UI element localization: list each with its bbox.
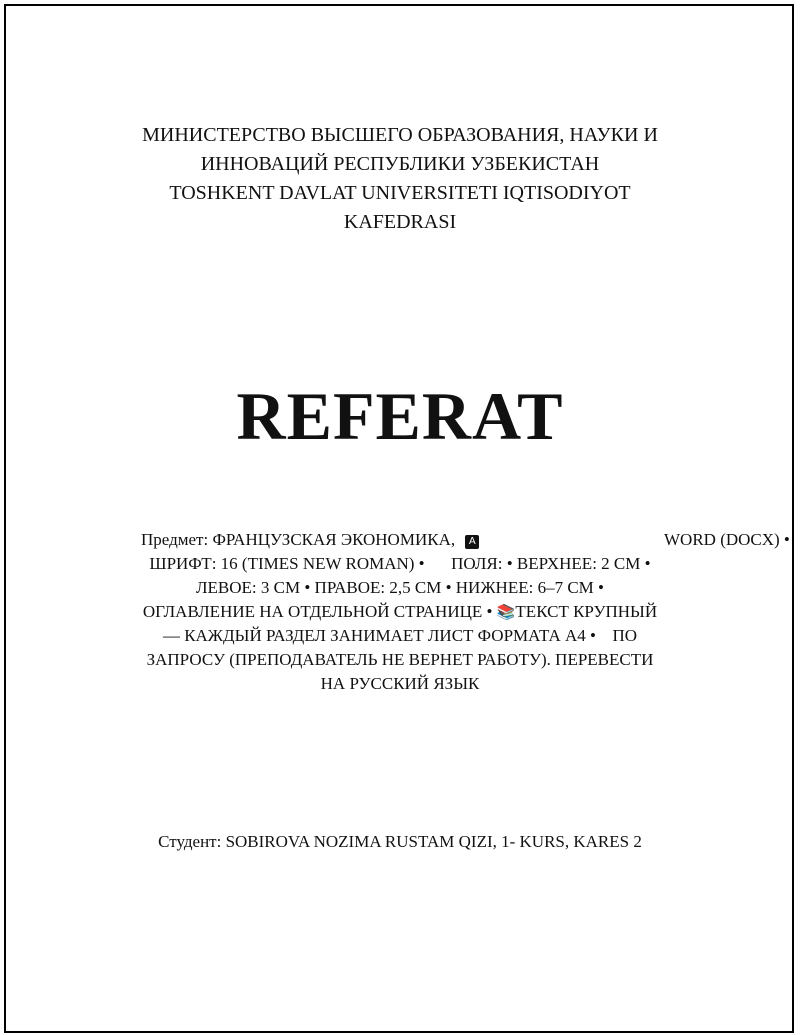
subject-text <box>141 528 479 552</box>
request-line <box>0 648 800 672</box>
margins-line <box>0 576 800 600</box>
letter-a-icon: A <box>465 535 479 549</box>
header-line: МИНИСТЕРСТВО ВЫСШЕГО ОБРАЗОВАНИЯ, НАУКИ И <box>142 124 658 146</box>
section-tail: ПО <box>612 626 638 645</box>
student-name: SOBIROVA NOZIMA RUSTAM QIZI, 1- KURS, KARES 2 <box>225 832 642 851</box>
document-title: REFERAT <box>236 378 564 454</box>
subject-value: ФРАНЦУЗСКАЯ ЭКОНОМИКА, <box>212 530 456 549</box>
header-line: KAFEDRASI <box>343 211 457 233</box>
section-line <box>0 624 800 648</box>
format-text: WORD (DOCX) • <box>664 530 790 549</box>
header-line: ИННОВАЦИЙ РЕСПУБЛИКИ УЗБЕКИСТАН <box>200 153 600 175</box>
request-text: ЗАПРОСУ (ПРЕПОДАВАТЕЛЬ НЕ ВЕРНЕТ РАБОТУ). ПЕРЕВЕСТИ <box>146 650 654 669</box>
fields-text: ПОЛЯ: • ВЕРХНЕЕ: 2 СМ • <box>451 554 651 573</box>
section-text: — КАЖДЫЙ РАЗДЕЛ ЗАНИМАЕТ ЛИСТ ФОРМАТА А4 • <box>162 626 596 645</box>
font-text: ШРИФТ: 16 (TIMES NEW ROMAN) • <box>149 554 425 573</box>
student-line <box>0 830 800 854</box>
toc-text: ОГЛАВЛЕНИЕ НА ОТДЕЛЬНОЙ СТРАНИЦЕ • <box>142 602 493 621</box>
font-line <box>0 552 800 576</box>
header-line: TOSHKENT DAVLAT UNIVERSITETI IQTISODIYOT <box>169 182 631 204</box>
language-line <box>0 672 800 696</box>
books-icon: 📚 <box>496 603 516 621</box>
subject-line <box>0 528 800 552</box>
requirements-block <box>0 528 800 696</box>
ministry-header <box>0 121 800 237</box>
large-text-note: ТЕКСТ КРУПНЫЙ <box>515 602 658 621</box>
subject-label: Предмет: <box>141 530 209 549</box>
toc-line <box>0 600 800 624</box>
language-text: НА РУССКИЙ ЯЗЫК <box>320 674 480 693</box>
student-label: Студент: <box>158 832 222 851</box>
margins-text: ЛЕВОЕ: 3 СМ • ПРАВОЕ: 2,5 СМ • НИЖНЕЕ: 6–7 СМ • <box>196 578 604 597</box>
